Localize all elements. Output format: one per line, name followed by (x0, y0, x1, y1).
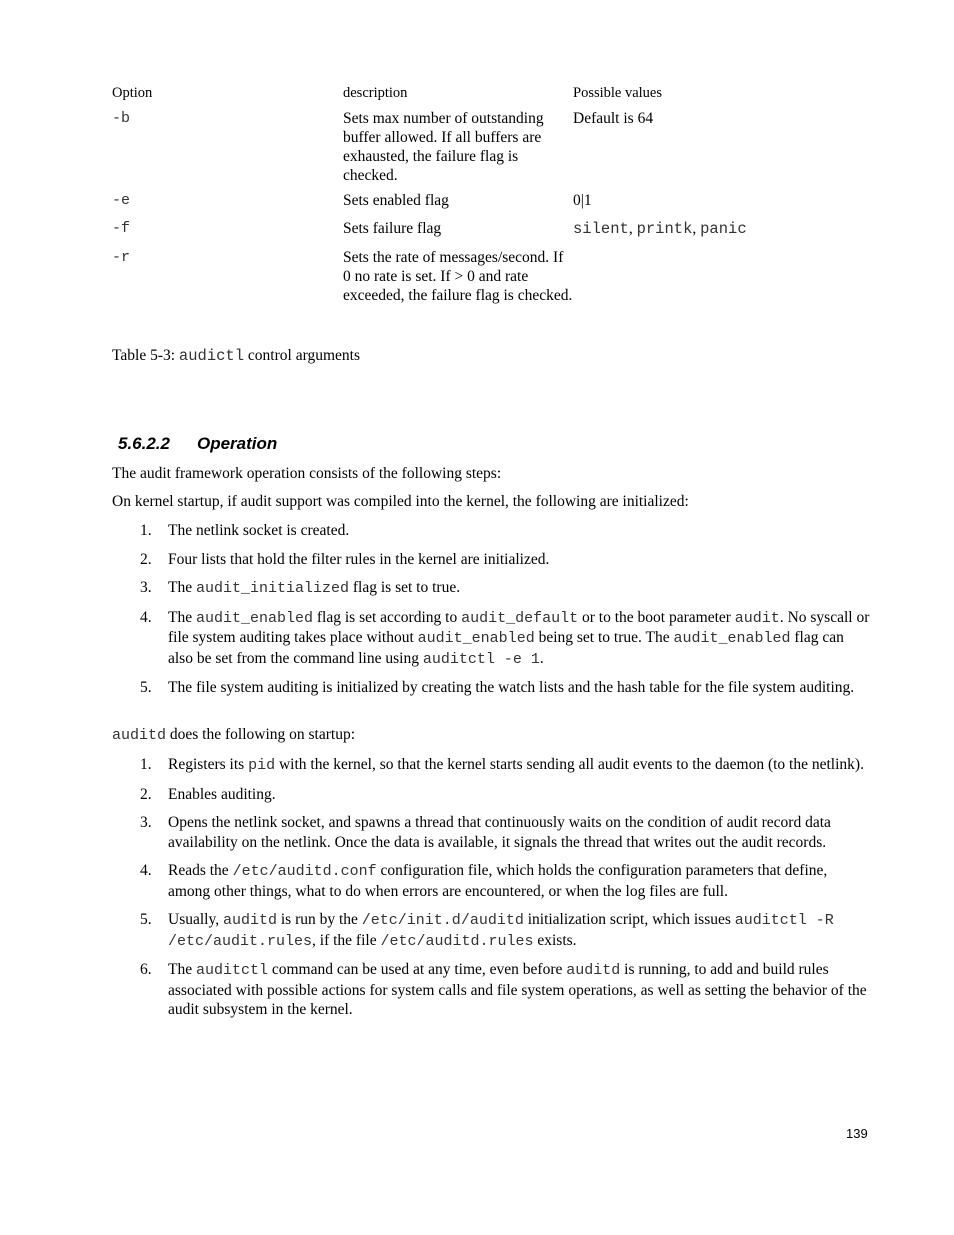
list-item-text: The (168, 961, 196, 978)
list-item-number: 2. (140, 785, 152, 803)
inline-code: auditd (566, 962, 621, 979)
list-item (112, 861, 872, 901)
list-item-text: is running, to add and build rules associated with possible actions for system calls and file system operations, as well as setting the behavior of the audit subsystem in the kernel. (168, 961, 867, 1018)
list-item (112, 678, 872, 698)
section-heading (118, 433, 277, 455)
option-cell: -r (112, 249, 131, 266)
kernel-steps-list (112, 521, 872, 707)
list-item (112, 960, 872, 1020)
list-item-text: with the kernel, so that the kernel starts sending all audit events to the daemon (to the netlink). (275, 756, 864, 773)
list-item-text: configuration file, which holds the configuration parameters that define, among other things, what to do when errors are encountered, or when the log files are full. (168, 862, 828, 900)
list-item-text: initialization script, which issues (523, 911, 735, 928)
inline-code: audit_enabled (673, 630, 791, 647)
inline-code: audit_enabled (195, 609, 314, 627)
values-cell: 0|1 (573, 192, 592, 209)
list-item-number: 3. (140, 579, 152, 596)
option-cell: -e (112, 192, 131, 209)
description-cell: Sets enabled flag (343, 192, 449, 209)
table-row (112, 191, 792, 210)
inline-code: pid (248, 757, 276, 774)
list-item-text: or to the boot parameter (578, 608, 735, 626)
auditd-startup-paragraph (112, 725, 872, 745)
list-item-text: , if the file (312, 931, 381, 949)
list-item-number: 1. (140, 522, 152, 539)
auditd-code: auditd (112, 727, 167, 744)
inline-code: /etc/auditd.rules (380, 932, 534, 950)
option-cell: -f (112, 220, 131, 237)
list-item-text: The (168, 579, 196, 596)
value-separator: , (628, 220, 637, 237)
value-silent: silent (573, 220, 629, 238)
list-item-text: Enables auditing. (168, 785, 276, 803)
list-item-text: Registers its (168, 756, 249, 773)
header-possible-values: Possible values (573, 85, 663, 101)
list-item-text: Reads the (168, 862, 233, 879)
list-item-number: 1. (140, 756, 152, 773)
list-item-text: The (168, 608, 196, 626)
table-row (112, 109, 792, 185)
list-item-text: exists. (533, 931, 577, 949)
list-item (112, 550, 872, 570)
list-item-number: 4. (140, 608, 152, 626)
list-item-text: is run by the (276, 911, 362, 928)
list-item (112, 785, 872, 805)
caption-prefix: Table 5-3: (112, 347, 179, 364)
inline-code: audit_initialized (195, 580, 350, 597)
list-item-number: 5. (140, 911, 152, 928)
section-number: 5.6.2.2 (118, 434, 170, 453)
description-cell: Sets failure flag (343, 220, 442, 237)
list-item-text: flag is set to true. (349, 579, 461, 596)
header-option: Option (112, 85, 153, 101)
table-header (112, 84, 792, 106)
inline-code: audit_default (461, 609, 579, 627)
header-description: description (343, 85, 408, 101)
inline-code: auditctl (195, 962, 268, 979)
list-item-text: command can be used at any time, even before (268, 961, 567, 978)
list-item-text: flag is set according to (313, 608, 462, 626)
list-item-text: Four lists that hold the filter rules in the kernel are initialized. (168, 550, 550, 568)
list-item (112, 813, 872, 852)
table-row (112, 248, 792, 305)
inline-code: auditctl -e 1 (422, 650, 540, 668)
list-item-number: 5. (140, 679, 152, 696)
list-item (112, 910, 872, 951)
list-item-text: The netlink socket is created. (168, 522, 350, 539)
list-item-number: 2. (140, 550, 152, 568)
intro-paragraph: The audit framework operation consists of the following steps: (112, 465, 502, 482)
description-cell: Sets max number of outstanding buffer allowed. If all buffers are exhausted, the failure flag is checked. (343, 110, 544, 184)
caption-code: audictl (178, 347, 245, 365)
option-cell: -b (112, 110, 131, 127)
list-item-text: . No syscall or file system auditing takes place without (168, 608, 870, 646)
inline-code: auditd (222, 912, 277, 929)
list-item-text: flag can also be set from the command line using (168, 629, 844, 667)
table-row (112, 219, 792, 239)
list-item-text: being set to true. The (534, 629, 674, 646)
list-item-number: 6. (140, 961, 152, 978)
list-item-number: 3. (140, 814, 152, 831)
list-item (112, 578, 872, 599)
kernel-startup-paragraph: On kernel startup, if audit support was compiled into the kernel, the following are initialized: (112, 493, 689, 510)
value-printk: printk (636, 220, 693, 238)
daemon-steps-list (112, 755, 872, 1029)
caption-suffix: control arguments (244, 347, 360, 364)
values-cell (573, 219, 793, 239)
table-caption (112, 346, 360, 366)
description-cell: Sets the rate of messages/second. If 0 no rate is set. If > 0 and rate exceeded, the failure flag is checked. (343, 249, 573, 304)
list-item (112, 755, 872, 776)
auditd-text: does the following on startup: (166, 726, 356, 743)
list-item (112, 608, 872, 670)
options-table (112, 84, 792, 305)
value-panic: panic (700, 220, 747, 238)
inline-code: audit (734, 609, 780, 627)
list-item-text: Usually, (168, 911, 223, 928)
list-item-text: . (539, 649, 544, 667)
values-cell (573, 248, 793, 305)
list-item-text: Opens the netlink socket, and spawns a thread that continuously waits on the condition of audit record data availability on the netlink. Once the data is available, it signals the thread that writes out the audit records. (168, 814, 831, 851)
list-item-text: The file system auditing is initialized by creating the watch lists and the hash table for the file system auditing. (168, 679, 855, 696)
list-item (112, 521, 872, 541)
inline-code: /etc/init.d/auditd (361, 912, 524, 929)
value-separator: , (692, 220, 701, 237)
page-number: 139 (846, 1126, 868, 1141)
inline-code: auditctl -R /etc/audit.rules (168, 912, 834, 950)
section-title: Operation (197, 434, 278, 453)
inline-code: audit_enabled (417, 630, 535, 647)
list-item-number: 4. (140, 862, 152, 879)
inline-code: /etc/auditd.conf (232, 863, 377, 880)
values-cell: Default is 64 (573, 110, 654, 127)
